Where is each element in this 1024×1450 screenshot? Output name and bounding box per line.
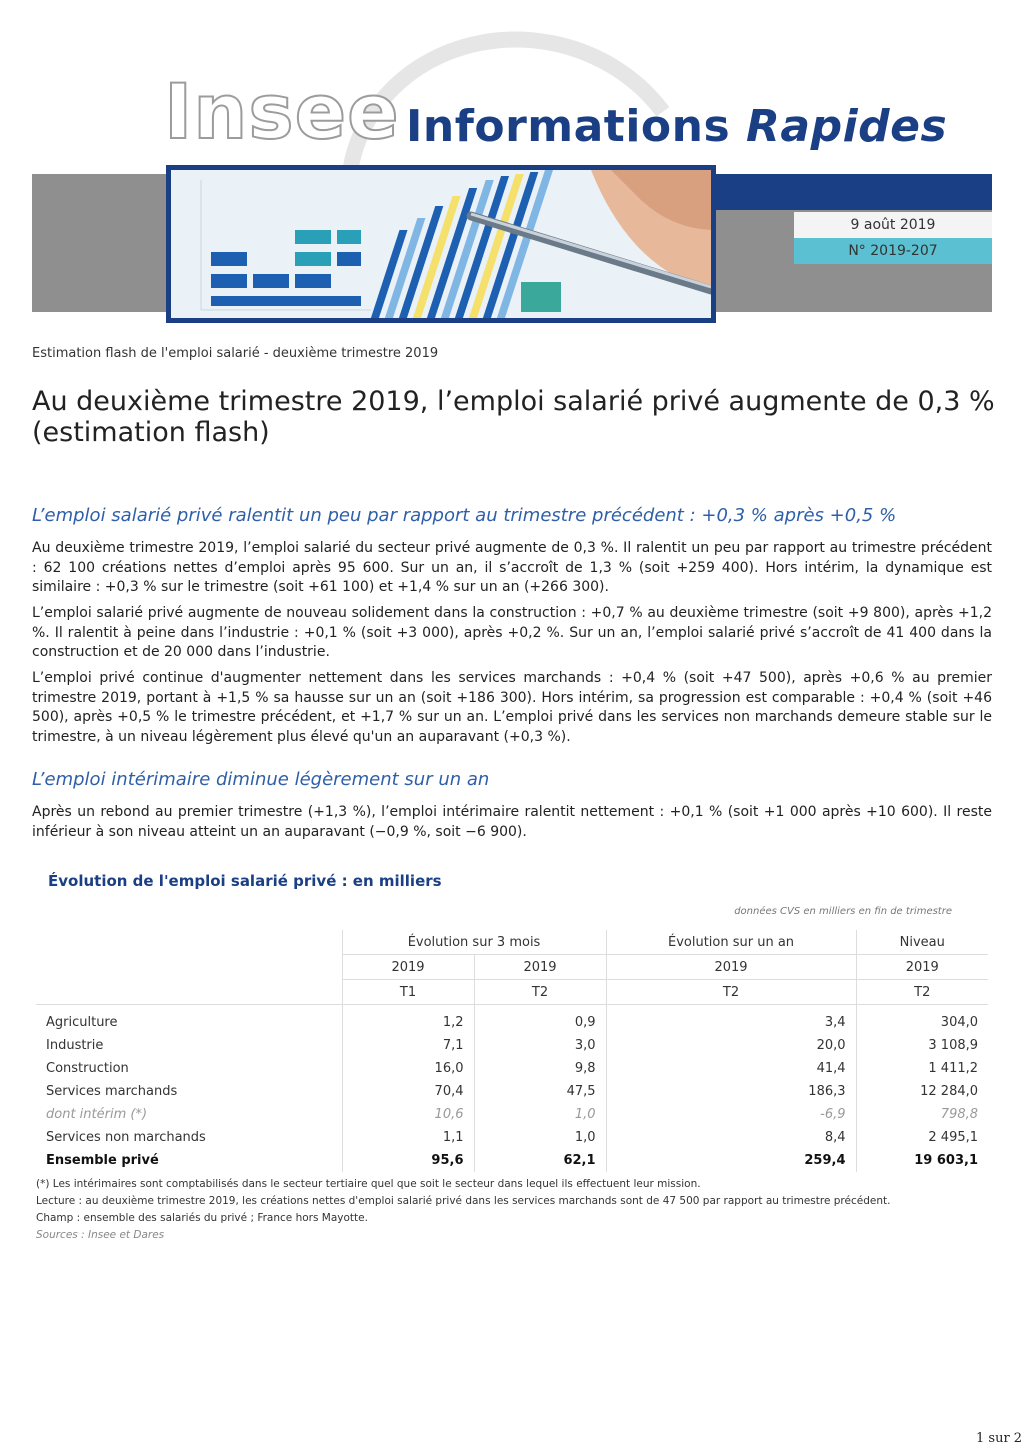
cell-value: 259,4 <box>606 1149 856 1172</box>
table-title: Évolution de l'emploi salarié privé : en milliers <box>48 872 442 890</box>
header-illustration <box>166 165 716 323</box>
section-1-paragraph-1: Au deuxième trimestre 2019, l’emploi salarié du secteur privé augmente de 0,3 %. Il ralentit un peu par rapport au trimestre précédent : 62 100 créations nettes d’emploi après 95 600. Sur un an, il s’accroît de 1,3 % (soit +259 400). Hors intérim, la dynamique est similaire : +0,3 % sur le trimestre (soit +61 100) et +1,4 % sur un an (+266 300). <box>32 540 992 595</box>
header-year-cell: 2019 <box>474 955 606 980</box>
cell-value: 10,6 <box>342 1103 474 1126</box>
table-row <box>36 1080 988 1103</box>
note-interim: (*) Les intérimaires sont comptabilisés dans le secteur tertiaire quel que soit le secteur dans lequel ils effectuent leur mission. <box>36 1178 701 1190</box>
cell-value: 2 495,1 <box>856 1126 988 1149</box>
cell-value: 1,1 <box>342 1126 474 1149</box>
table-row-total <box>36 1149 988 1172</box>
section-2-paragraph-1: Après un rebond au premier trimestre (+1,3 %), l’emploi intérimaire ralentit nettement : +0,1 % (soit +1 000 après +10 600). Il reste inférieur à son niveau atteint un an auparavant (−0,9 %, soit −6 900). <box>32 804 992 840</box>
row-label: Ensemble privé <box>46 1153 159 1168</box>
cell-value: 1,2 <box>342 1005 474 1035</box>
publication-number: N° 2019-207 <box>794 238 992 264</box>
row-label: Industrie <box>46 1038 104 1053</box>
header-group-level: Niveau <box>856 930 988 955</box>
cell-value: 70,4 <box>342 1080 474 1103</box>
header-blue-band <box>716 174 992 210</box>
header-group-3-months: Évolution sur 3 mois <box>342 930 606 955</box>
cell-value: 16,0 <box>342 1057 474 1080</box>
row-label: Services marchands <box>46 1084 178 1099</box>
table-corner <box>36 930 342 955</box>
header-year-cell: 2019 <box>342 955 474 980</box>
cell-value: 1,0 <box>474 1103 606 1126</box>
header-year-cell: 2019 <box>856 955 988 980</box>
note-scope: Champ : ensemble des salariés du privé ; France hors Mayotte. <box>36 1212 368 1224</box>
cell-value: 3,0 <box>474 1034 606 1057</box>
cell-value: 41,4 <box>606 1057 856 1080</box>
table-corner-3 <box>36 980 342 1005</box>
header-quarter-cell: T1 <box>342 980 474 1005</box>
cell-value: 1,0 <box>474 1126 606 1149</box>
cell-value: 95,6 <box>342 1149 474 1172</box>
cell-value: 186,3 <box>606 1080 856 1103</box>
table-row <box>36 1034 988 1057</box>
section-2-subhead: L’emploi intérimaire diminue légèrement sur un an <box>32 769 490 790</box>
publication-name-italic: Rapides <box>746 101 948 152</box>
table-row <box>36 1057 988 1080</box>
cell-value: 0,9 <box>474 1005 606 1035</box>
cell-value: -6,9 <box>606 1103 856 1126</box>
cell-value: 3 108,9 <box>856 1034 988 1057</box>
table-row <box>36 1005 988 1035</box>
table-row <box>36 1103 988 1126</box>
row-label: Services non marchands <box>46 1130 206 1145</box>
cell-value: 62,1 <box>474 1149 606 1172</box>
employment-table <box>36 930 988 1172</box>
kicker: Estimation flash de l'emploi salarié - deuxième trimestre 2019 <box>32 346 439 361</box>
publication-date: 9 août 2019 <box>794 212 992 238</box>
table-row <box>36 1126 988 1149</box>
table-corner-2 <box>36 955 342 980</box>
table-notes <box>36 1176 890 1244</box>
section-1-subhead: L’emploi salarié privé ralentit un peu par rapport au trimestre précédent : +0,3 % après +0,5 % <box>32 505 897 526</box>
chart-photo-illustration <box>171 170 711 318</box>
publication-name <box>406 101 948 152</box>
header-group-1-year: Évolution sur un an <box>606 930 856 955</box>
headline: Au deuxième trimestre 2019, l’emploi salarié privé augmente de 0,3 % (estimation flash) <box>32 386 995 448</box>
cell-value: 19 603,1 <box>856 1149 988 1172</box>
cell-value: 798,8 <box>856 1103 988 1126</box>
cell-value: 47,5 <box>474 1080 606 1103</box>
row-label: dont intérim (*) <box>46 1107 148 1122</box>
cell-value: 20,0 <box>606 1034 856 1057</box>
cell-value: 304,0 <box>856 1005 988 1035</box>
header-quarter-cell: T2 <box>474 980 606 1005</box>
cell-value: 8,4 <box>606 1126 856 1149</box>
row-label: Agriculture <box>46 1015 118 1030</box>
note-reading: Lecture : au deuxième trimestre 2019, les créations nettes d'emploi salarié privé dans les services marchands sont de 47 500 par rapport au trimestre précédent. <box>36 1195 891 1207</box>
section-1-paragraph-2: L’emploi salarié privé augmente de nouveau solidement dans la construction : +0,7 % au deuxième trimestre (soit +9 800), après +1,2 %. Il ralentit à peine dans l’industrie : +0,1 % (soit +3 000), après +0,2 %. Sur un an, l’emploi salarié privé s’accroît de 41 400 dans la construction et de 20 000 dans l’industrie. <box>32 605 992 660</box>
section-1-paragraph-3: L’emploi privé continue d'augmenter nettement dans les services marchands : +0,4 % (soit +47 500), après +0,6 % au premier trimestre 2019, portant à +1,5 % sa hausse sur un an (soit +186 300). Hors intérim, sa progression est comparable : +0,4 % (soit +46 500), après +0,5 % le trimestre précédent, et +1,7 % sur un an. L’emploi privé dans les services non marchands demeure stable sur le trimestre, à un niveau légèrement plus élevé qu'un an auparavant (+0,3 %). <box>32 670 992 745</box>
cell-value: 1 411,2 <box>856 1057 988 1080</box>
cell-value: 7,1 <box>342 1034 474 1057</box>
header-quarter-cell: T2 <box>606 980 856 1005</box>
publication-name-regular: Informations <box>406 101 731 152</box>
table-units-note: données CVS en milliers en fin de trimestre <box>734 906 952 917</box>
cell-value: 9,8 <box>474 1057 606 1080</box>
cell-value: 12 284,0 <box>856 1080 988 1103</box>
header-year-cell: 2019 <box>606 955 856 980</box>
note-sources: Sources : Insee et Dares <box>36 1229 165 1241</box>
insee-logo: Insee <box>164 67 400 156</box>
row-label: Construction <box>46 1061 129 1076</box>
page-indicator: 1 sur 2 <box>976 1431 1023 1446</box>
header-quarter-cell: T2 <box>856 980 988 1005</box>
cell-value: 3,4 <box>606 1005 856 1035</box>
